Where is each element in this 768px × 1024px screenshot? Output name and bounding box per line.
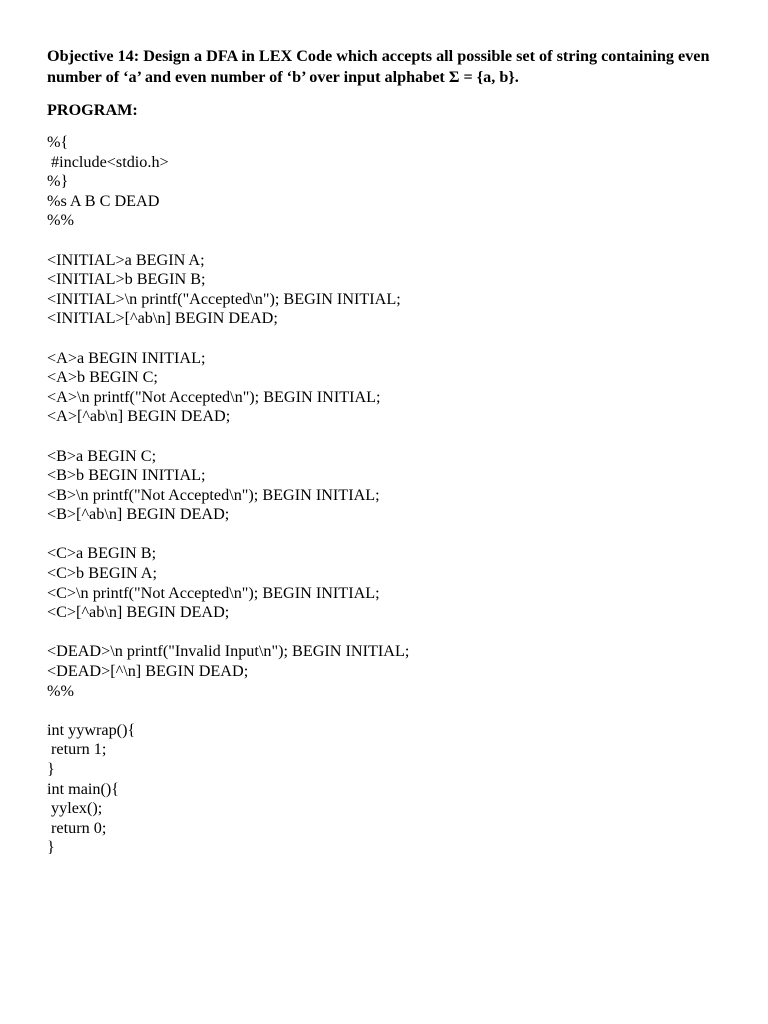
code-line: #include<stdio.h> (47, 152, 169, 171)
code-line: %% (47, 211, 74, 230)
code-line: <B>\n printf("Not Accepted\n"); BEGIN INITIAL; (47, 485, 380, 504)
code-line: yylex(); (47, 799, 103, 818)
code-blank-line (47, 427, 752, 447)
code-line: <C>\n printf("Not Accepted\n"); BEGIN INITIAL; (47, 583, 380, 602)
code-line: } (47, 838, 55, 857)
code-blank-line (47, 329, 752, 349)
document-page (47, 46, 752, 858)
code-block (47, 133, 752, 858)
code-line: <INITIAL>\n printf("Accepted\n"); BEGIN INITIAL; (47, 289, 401, 308)
program-heading: PROGRAM: (47, 101, 138, 119)
code-line: } (47, 760, 55, 778)
code-line: %s A B C DEAD (47, 191, 160, 210)
code-line: <C>a BEGIN B; (47, 544, 157, 563)
code-line: <INITIAL>b BEGIN B; (47, 270, 206, 289)
code-line: return 0; (47, 818, 107, 837)
code-line: int main(){ (47, 779, 120, 798)
code-line: <INITIAL>a BEGIN A; (47, 250, 205, 269)
code-line: <A>b BEGIN C; (47, 368, 158, 387)
code-line: return 1; (47, 740, 107, 759)
code-blank-line (47, 525, 752, 545)
code-line: <DEAD>\n printf("Invalid Input\n"); BEGIN INITIAL; (47, 642, 410, 661)
code-line: %{ (47, 133, 69, 151)
code-line: <A>\n printf("Not Accepted\n"); BEGIN INITIAL; (47, 387, 381, 406)
code-line: <A>[^ab\n] BEGIN DEAD; (47, 407, 231, 426)
code-line: <B>[^ab\n] BEGIN DEAD; (47, 505, 230, 524)
code-line: int yywrap(){ (47, 720, 136, 739)
code-line: <DEAD>[^\n] BEGIN DEAD; (47, 662, 249, 681)
code-blank-line (47, 623, 752, 643)
code-line: %} (47, 172, 69, 191)
code-line: <A>a BEGIN INITIAL; (47, 348, 206, 367)
code-blank-line (47, 231, 752, 251)
code-line: <C>[^ab\n] BEGIN DEAD; (47, 603, 230, 622)
code-line: <B>b BEGIN INITIAL; (47, 466, 206, 485)
code-line: <B>a BEGIN C; (47, 446, 157, 465)
objective-heading: Objective 14: Design a DFA in LEX Code which accepts all possible set of string containing even number of ‘a’ and even number of ‘b’ over input alphabet Σ = {a, b}. (47, 47, 710, 86)
code-line: <INITIAL>[^ab\n] BEGIN DEAD; (47, 309, 278, 328)
code-line: %% (47, 681, 74, 700)
code-blank-line (47, 701, 752, 721)
code-line: <C>b BEGIN A; (47, 564, 157, 583)
